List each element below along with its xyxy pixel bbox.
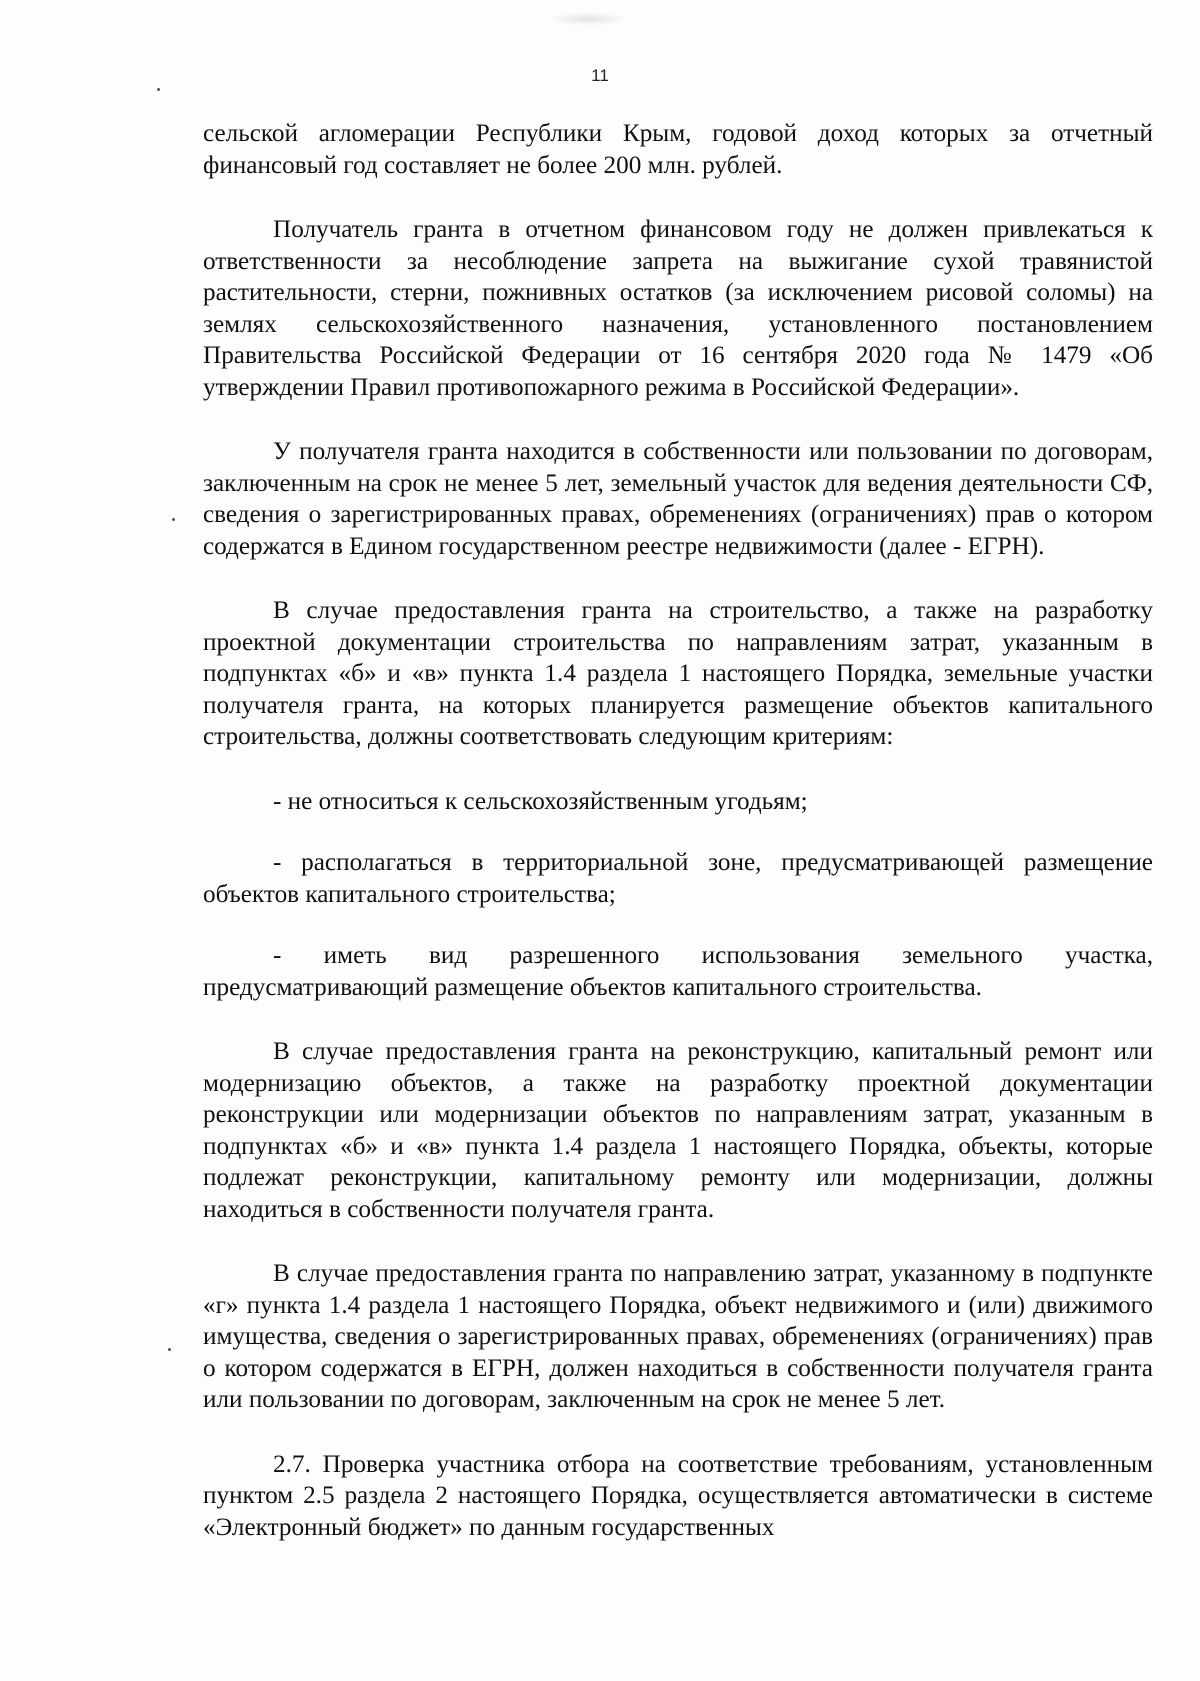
paragraph-continuation: сельской агломерации Республики Крым, годовой доход которых за отчетный финансовый год составляет не более 200 млн. рублей. [203, 120, 1153, 179]
paragraph-burning-ban: Получатель гранта в отчетном финансовом году не должен привлекаться к ответственности за несоблюдение запрета на выжигание сухой травянистой растительности, стерни, пожнивных остатков (за исключением рисовой соломы) на землях сельскохозяйственного назначения, установленного постановлением Правительства Российской Федерации от 16 сентября 2020 года № 1479 «Об утверждении Правил противопожарного режима в Российской Федерации». [203, 216, 1153, 401]
paragraph-construction-criteria: В случае предоставления гранта на строительство, а также на разработку проектной документации строительства по направлениям затрат, указанным в подпунктах «б» и «в» пункта 1.4 раздела 1 настоящего Порядка, земельные участки получателя гранта, на которых планируется размещение объектов капитального строительства, должны соответствовать следующим критериям: [203, 597, 1153, 750]
list-item-permitted-use: - иметь вид разрешенного использования земельного участка, предусматривающий размещение объектов капитального строительства. [203, 942, 1153, 1001]
document-body [203, 118, 1153, 1543]
page-number: 11 [591, 66, 609, 85]
list-item-not-agricultural: - не относиться к сельскохозяйственным угодьям; [273, 787, 808, 815]
scan-artifact-dot [172, 518, 175, 521]
paragraph-reconstruction: В случае предоставления гранта на реконструкцию, капитальный ремонт или модернизацию объектов, а также на разработку проектной документации реконструкции или модернизации объектов по направлениям затрат, указанным в подпунктах «б» и «в» пункта 1.4 раздела 1 настоящего Порядка, объекты, которые подлежат реконструкции, капитальному ремонту или модернизации, должны находиться в собственности получателя гранта. [203, 1038, 1153, 1223]
list-item-territorial-zone: - располагаться в территориальной зоне, предусматривающей размещение объектов капитального строительства; [203, 849, 1153, 908]
paragraph-property-subitem-g: В случае предоставления гранта по направлению затрат, указанному в подпункте «г» пункта 1.4 раздела 1 настоящего Порядка, объект недвижимого и (или) движимого имущества, сведения о зарегистрированных правах, обременениях (ограничениях) прав о котором содержатся в ЕГРН, должен находиться в собственности получателя гранта или пользовании по договорам, заключенным на срок не менее 5 лет. [203, 1260, 1153, 1413]
paragraph-2-7-verification: 2.7. Проверка участника отбора на соответствие требованиям, установленным пунктом 2.5 раздела 2 настоящего Порядка, осуществляется автоматически в системе «Электронный бюджет» по данным государственных [203, 1450, 1153, 1541]
scan-smudge [548, 12, 628, 26]
paragraph-land-plot: У получателя гранта находится в собственности или пользовании по договорам, заключенным на срок не менее 5 лет, земельный участок для ведения деятельности СФ, сведения о зарегистрированных правах, обременениях (ограничениях) прав о котором содержатся в Едином государственном реестре недвижимости (далее - ЕГРН). [203, 438, 1153, 560]
scan-artifact-dot [157, 88, 160, 91]
scan-artifact-dot [168, 1348, 171, 1351]
